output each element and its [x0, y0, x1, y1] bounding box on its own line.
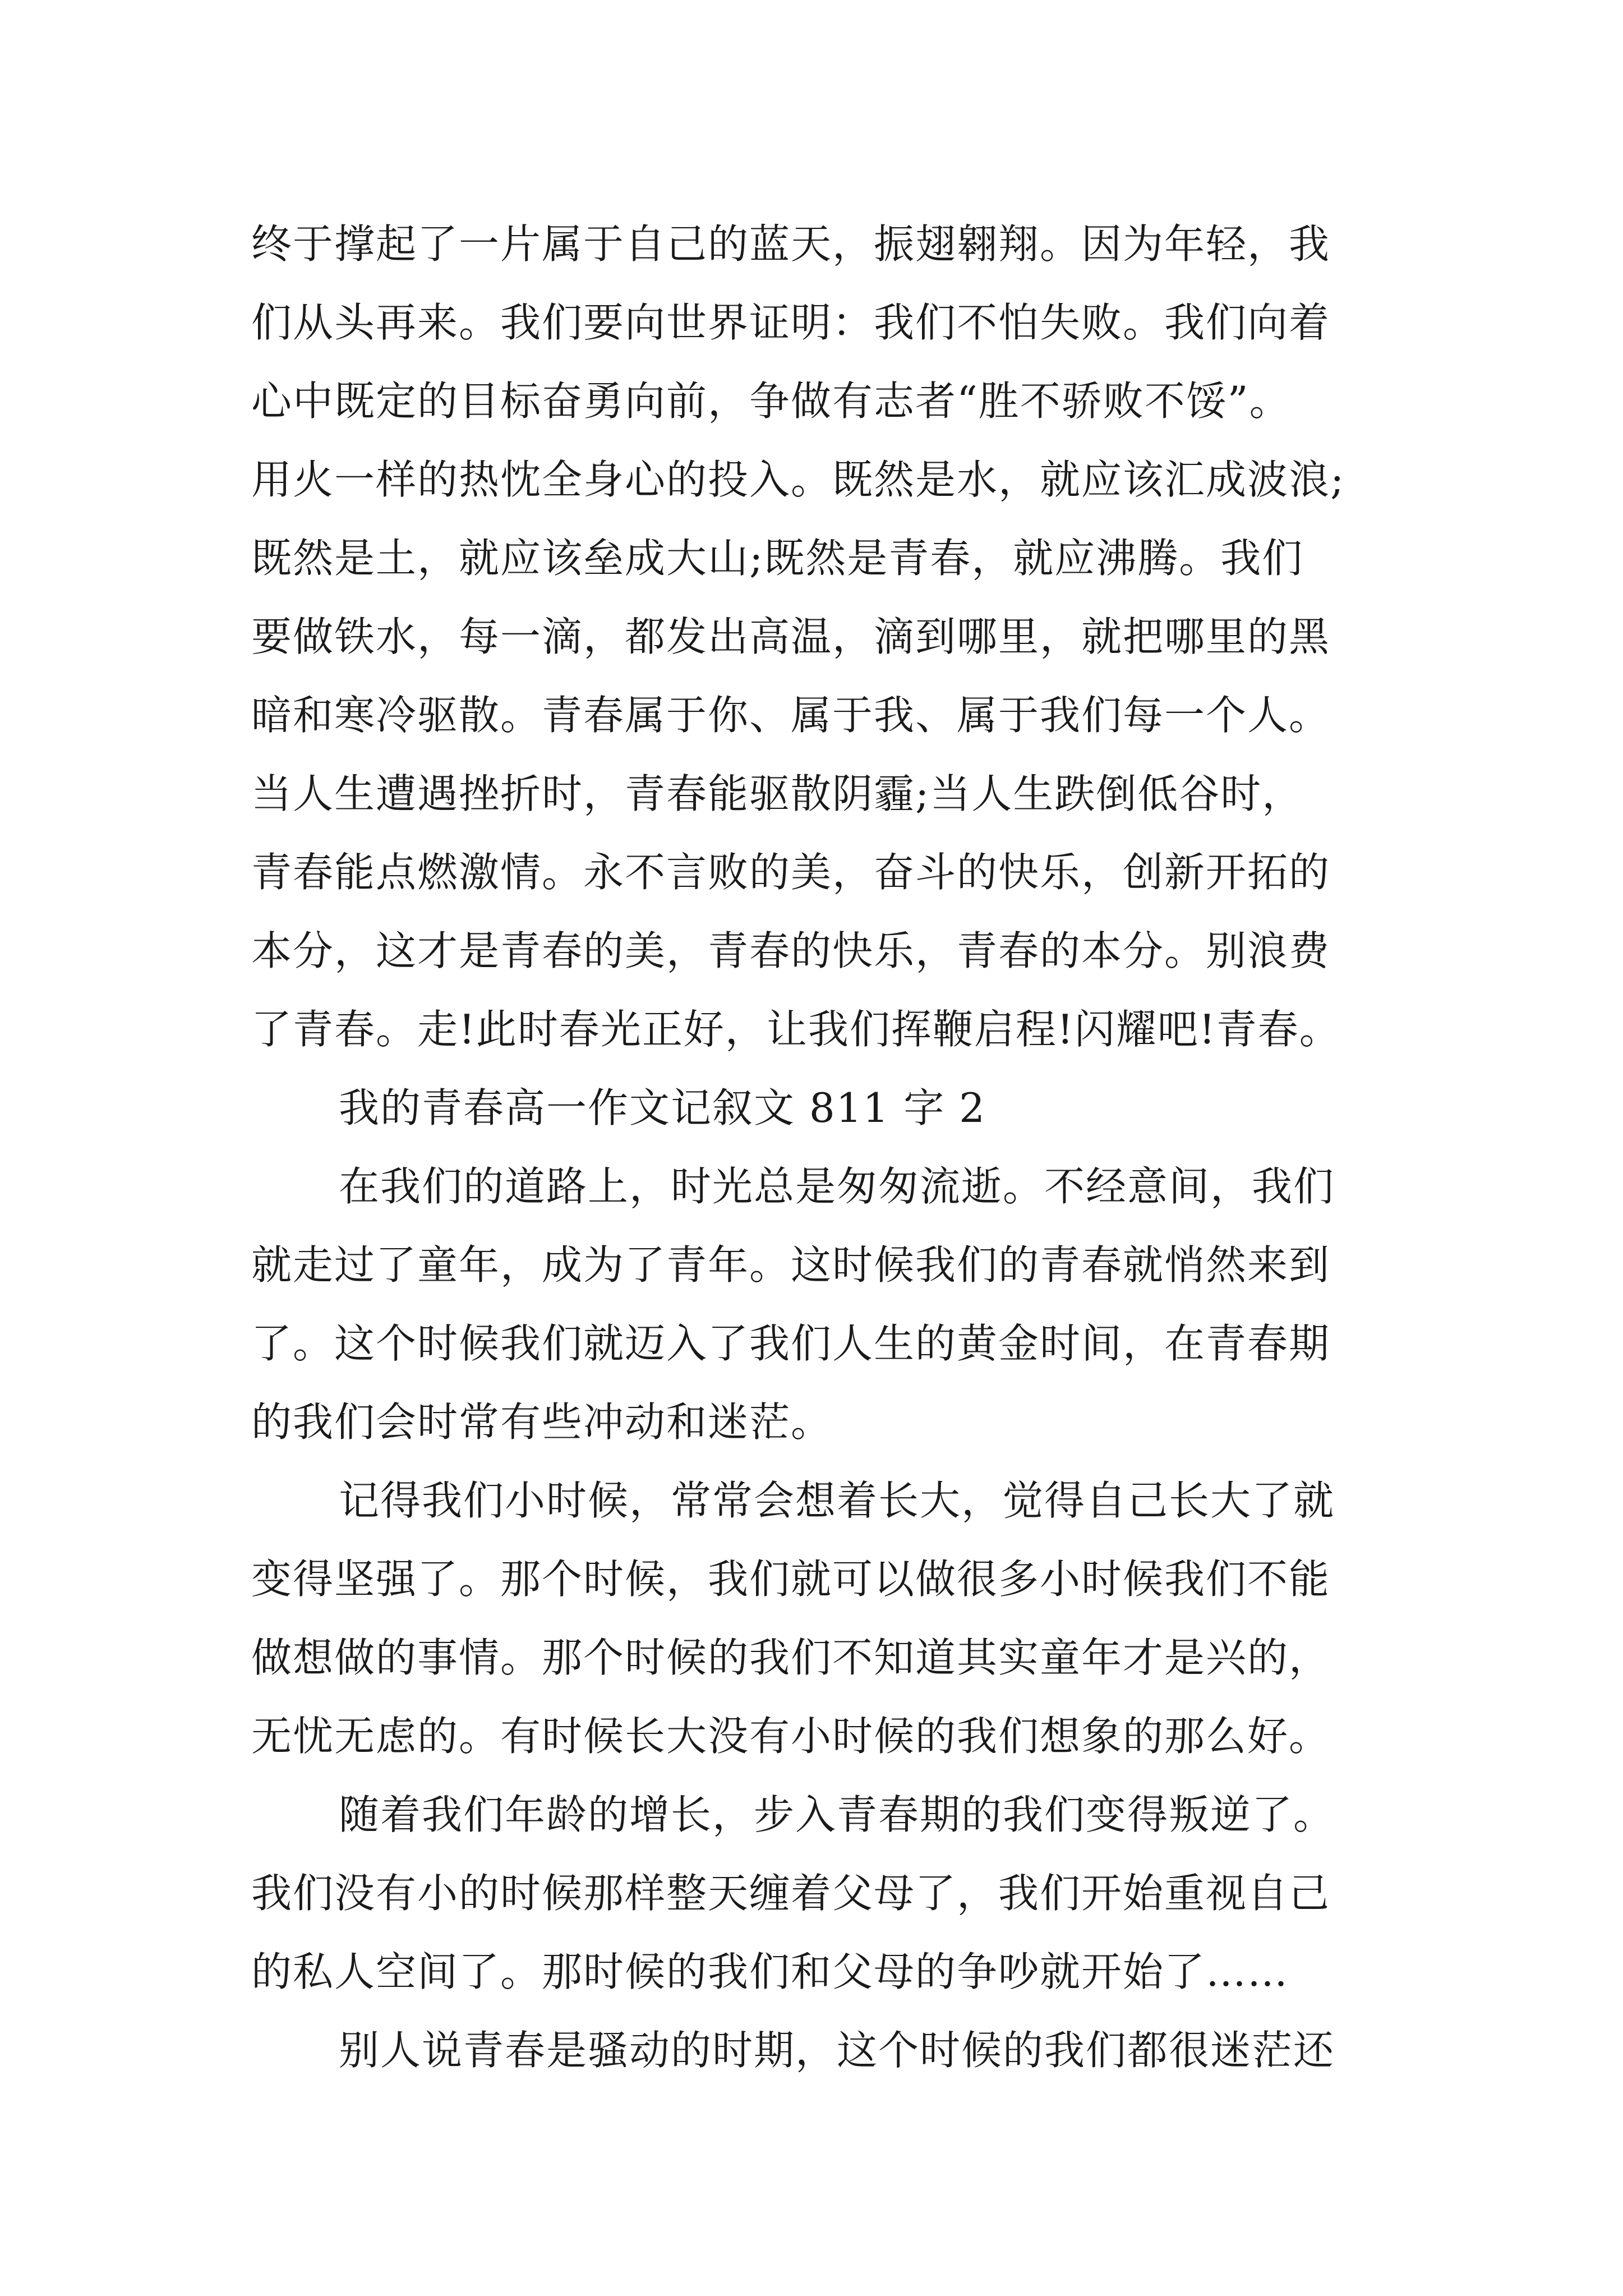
text-line: 就走过了童年，成为了青年。这时候我们的青春就悄然来到 [251, 1241, 1331, 1289]
text-line: 在我们的道路上，时光总是匆匆流逝。不经意间，我们 [339, 1163, 1335, 1210]
text-line: 了。这个时候我们就迈入了我们人生的黄金时间，在青春期 [251, 1320, 1331, 1367]
text-line: 们从头再来。我们要向世界证明：我们不怕失败。我们向着 [251, 299, 1331, 346]
text-line: 要做铁水，每一滴，都发出高温，滴到哪里，就把哪里的黑 [251, 613, 1331, 660]
text-line: 既然是土，就应该垒成大山;既然是青春，就应沸腾。我们 [251, 535, 1304, 582]
text-line: 做想做的事情。那个时候的我们不知道其实童年才是兴的， [251, 1634, 1331, 1681]
text-line: 当人生遭遇挫折时，青春能驱散阴霾;当人生跌倒低谷时， [251, 770, 1304, 817]
text-line: 我们没有小的时候那样整天缠着父母了，我们开始重视自己 [251, 1870, 1331, 1917]
text-line: 别人说青春是骚动的时期，这个时候的我们都很迷茫还 [339, 2027, 1335, 2074]
text-line: 的我们会时常有些冲动和迷茫。 [251, 1398, 833, 1446]
text-line: 青春能点燃激情。永不言败的美，奋斗的快乐，创新开拓的 [251, 849, 1331, 896]
text-line: 无忧无虑的。有时候长大没有小时候的我们想象的那么好。 [251, 1713, 1331, 1760]
text-line: 暗和寒冷驱散。青春属于你、属于我、属于我们每一个人。 [251, 692, 1331, 739]
text-line: 终于撑起了一片属于自己的蓝天，振翅翱翔。因为年轻，我 [251, 220, 1331, 268]
section-heading: 我的青春高一作文记叙文 811 字 2 [339, 1084, 986, 1131]
text-line: 记得我们小时候，常常会想着长大，觉得自己长大了就 [339, 1477, 1335, 1524]
text-line: 用火一样的热忱全身心的投入。既然是水，就应该汇成波浪; [251, 456, 1345, 503]
text-line: 了青春。走!此时春光正好，让我们挥鞭启程!闪耀吧!青春。 [251, 1006, 1341, 1053]
text-line: 的私人空间了。那时候的我们和父母的争吵就开始了…… [251, 1948, 1289, 1995]
text-line: 心中既定的目标奋勇向前，争做有志者“胜不骄败不馁”。 [251, 378, 1291, 425]
text-line: 变得坚强了。那个时候，我们就可以做很多小时候我们不能 [251, 1556, 1331, 1603]
text-line: 随着我们年龄的增长，步入青春期的我们变得叛逆了。 [339, 1791, 1335, 1838]
text-line: 本分，这才是青春的美，青春的快乐，青春的本分。别浪费 [251, 927, 1331, 974]
